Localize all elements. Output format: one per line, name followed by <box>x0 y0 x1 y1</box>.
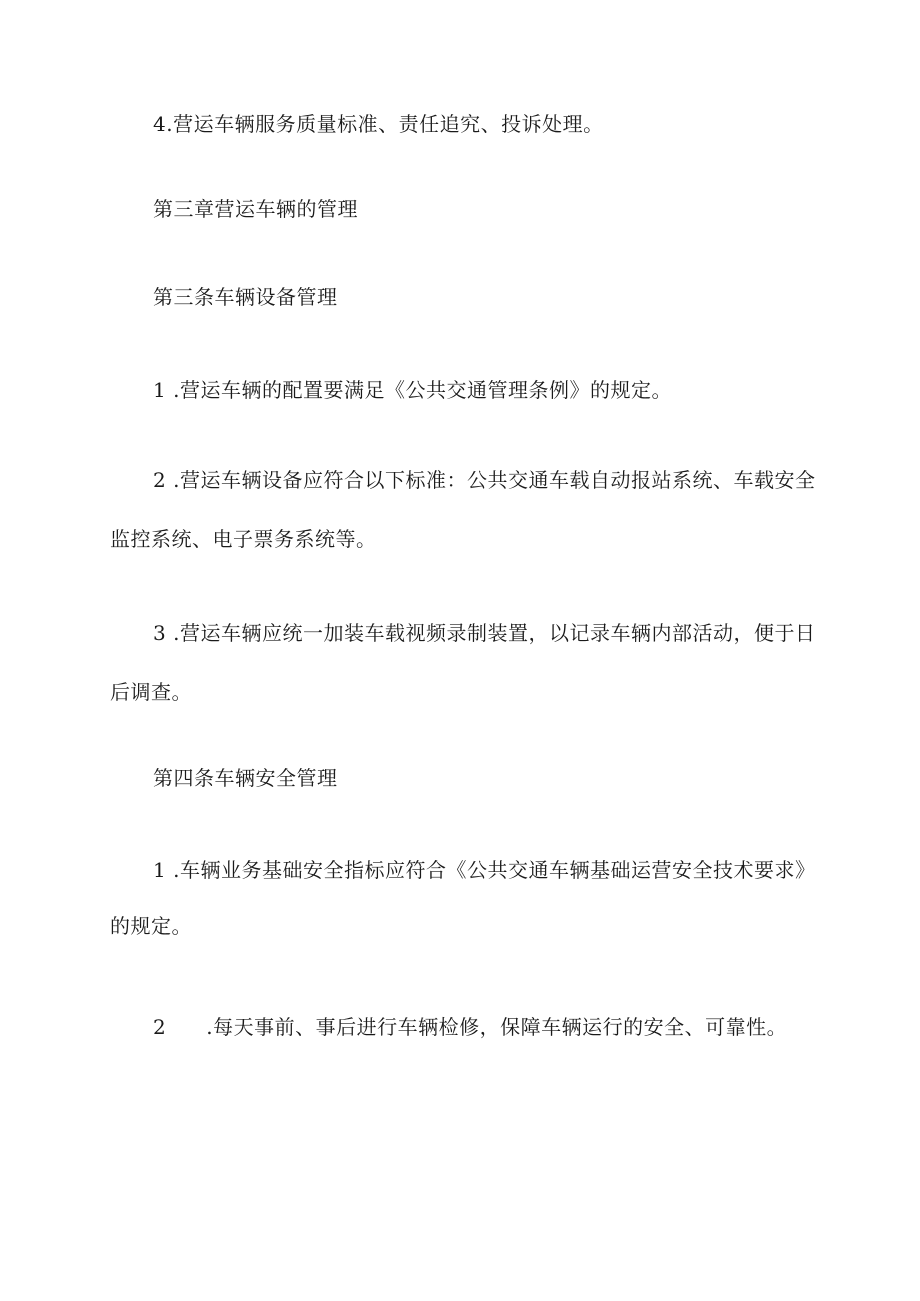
item-number: 1 <box>153 858 167 882</box>
item-number: 2 <box>153 1015 167 1039</box>
item-number: 2 <box>153 468 167 492</box>
article-3-item-2 <box>153 466 815 494</box>
item-text: .车辆业务基础安全指标应符合《公共交通车辆基础运营安全技术要求》 <box>173 858 816 882</box>
article-4-title: 第四条车辆安全管理 <box>153 766 338 790</box>
article-4-item-2 <box>153 1013 787 1041</box>
article-4-item-1-continuation: 的规定。 <box>110 914 192 938</box>
article-3-item-1 <box>153 376 672 404</box>
item-number: 1 <box>153 378 167 402</box>
item-text: .每天事前、事后进行车辆检修，保障车辆运行的安全、可靠性。 <box>206 1015 788 1039</box>
article-3-title: 第三条车辆设备管理 <box>153 285 338 309</box>
article-3-item-3 <box>153 619 815 647</box>
item-text: .营运车辆应统一加装车载视频录制装置，以记录车辆内部活动，便于日 <box>173 621 816 645</box>
item-text: .营运车辆的配置要满足《公共交通管理条例》的规定。 <box>173 378 672 402</box>
item-4-text: 4.营运车辆服务质量标准、责任追究、投诉处理。 <box>153 112 604 136</box>
article-3-item-3-continuation: 后调查。 <box>110 680 192 704</box>
item-number: 3 <box>153 621 167 645</box>
chapter-title: 第三章营运车辆的管理 <box>153 197 358 221</box>
article-3-item-2-continuation: 监控系统、电子票务系统等。 <box>110 527 377 551</box>
item-text: .营运车辆设备应符合以下标准：公共交通车载自动报站系统、车载安全 <box>173 468 816 492</box>
article-4-item-1 <box>153 856 815 884</box>
